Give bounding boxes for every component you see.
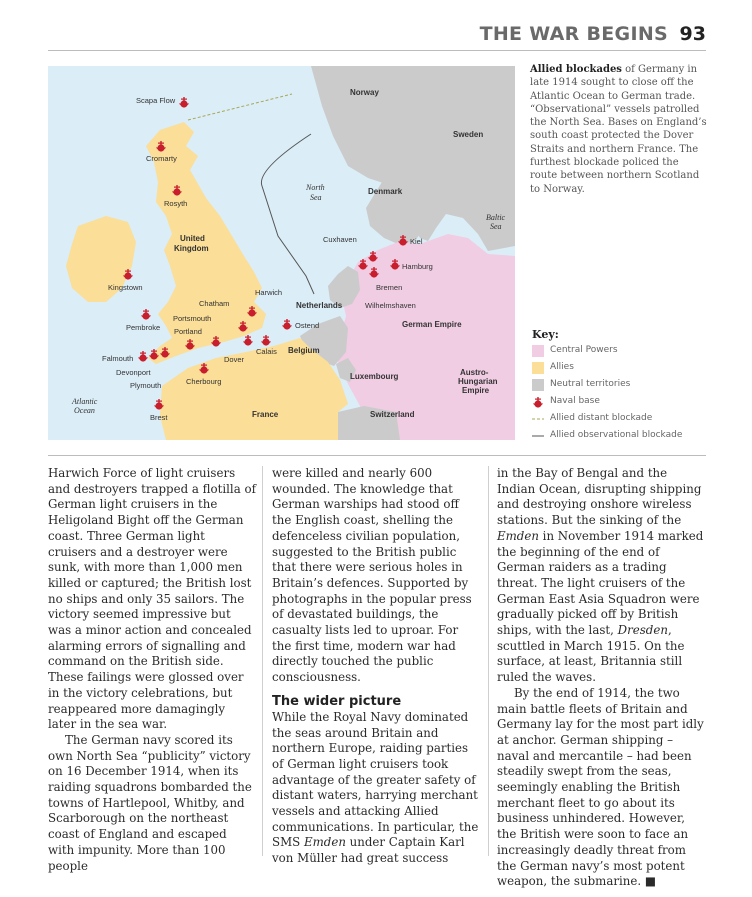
paragraph: By the end of 1914, the two main battle fleets of Britain and Germany lay for the most part idly at anchor. German shipping – naval and mercantile – had been steadily swept from the seas, seemingly enabling the British merchant fleet to go about its business unhindered. However, the British were soon to face an increasingly deadly threat from the German navy’s most potent weapon, the submarine. ■ [497, 685, 704, 889]
country-label-switzerland: Switzerland [370, 410, 415, 419]
map-caption [530, 63, 708, 196]
sea-label-sea: Sea [310, 193, 322, 202]
base-label-devonport: Devonport [116, 368, 151, 377]
caption-body: of Germany in late 1914 sought to close off the Atlantic Ocean to German trade. “Observational” vessels patrolled the North Sea. Bases on England’s south coast protected the Dover Straits and northern France. The furthest blockade policed the route between northern Scotland to Norway. [530, 64, 707, 195]
country-label-luxembourg: Luxembourg [350, 372, 399, 381]
end-mark: ■ [641, 874, 657, 889]
base-label-ostend: Ostend [295, 321, 320, 330]
central-powers-swatch [532, 345, 544, 357]
base-label-brest: Brest [150, 413, 168, 422]
country-label-german-empire: German Empire [402, 320, 462, 329]
base-label-bremen: Bremen [376, 283, 403, 292]
country-label-denmark: Denmark [368, 187, 403, 196]
country-label-france: France [252, 410, 279, 419]
dashed-line-icon [532, 413, 544, 425]
chapter-title: THE WAR BEGINS [479, 23, 668, 45]
base-label-cromarty: Cromarty [146, 154, 177, 163]
column-rule [488, 466, 489, 856]
sea-label-baltic: Baltic [486, 213, 506, 222]
sea-label-ocean: Ocean [74, 406, 95, 415]
section-divider [48, 455, 706, 456]
base-label-calais: Calais [256, 347, 277, 356]
base-label-pembroke: Pembroke [126, 323, 161, 332]
base-label-cherbourg: Cherbourg [186, 377, 222, 386]
sea-label-north: North [306, 183, 325, 192]
neutral-swatch [532, 379, 544, 391]
base-label-kingstown: Kingstown [108, 283, 143, 292]
text-column-2 [272, 466, 480, 867]
base-label-cuxhaven: Cuxhaven [323, 235, 357, 244]
base-label-portsmouth: Portsmouth [173, 314, 212, 323]
base-label-harwich: Harwich [255, 288, 283, 297]
base-label-falmouth: Falmouth [102, 354, 134, 363]
base-label-portland: Portland [174, 327, 202, 336]
running-header [48, 22, 706, 51]
base-label-chatham: Chatham [199, 299, 230, 308]
base-label-rosyth: Rosyth [164, 199, 188, 208]
page-number: 93 [679, 23, 706, 45]
paragraph: were killed and nearly 600 wounded. The knowledge that German warships had stood off the English coast, shelling the defenceless civilian population, suggested to the British public that there were serious holes in Britain’s defences. Supported by photographs in the popular press of devastated buildings, the casualty lists led to uproar. For the first time, modern war had directly touched the public consciousness. [272, 466, 472, 685]
base-label-wilhelmshaven: Wilhelmshaven [365, 301, 416, 310]
section-heading: The wider picture [272, 693, 402, 709]
country-label-hungarian: Hungarian [458, 377, 498, 386]
base-label-kiel: Kiel [410, 237, 423, 246]
sea-label-atlantic: Atlantic [72, 397, 98, 406]
solid-line-icon [532, 430, 544, 442]
country-label-sweden: Sweden [453, 130, 484, 139]
text-column-3 [497, 466, 705, 890]
country-label-empire: Empire [462, 386, 490, 395]
caption-lead: Allied blockades [530, 64, 622, 75]
country-label-norway: Norway [350, 88, 379, 97]
base-label-dover: Dover [224, 355, 245, 364]
allies-swatch [532, 362, 544, 374]
country-label-kingdom: Kingdom [174, 244, 209, 253]
naval-base-icon [532, 396, 544, 408]
country-label-austro: Austro- [460, 368, 489, 377]
paragraph: in the Bay of Bengal and the Indian Ocean, disrupting shipping and destroying onshore wireless stations. But the sinking of the Emden in November 1914 marked the beginning of the end of German raiders as a trading threat. The light cruisers of the German East Asia Squadron were gradually picked off by British ships, with the last, Dresden, scuttled in March 1915. On the surface, at least, Britannia still ruled the waves. [497, 466, 704, 685]
blockade-map [48, 66, 515, 440]
base-label-scapa: Scapa Flow [136, 96, 176, 105]
key-title: Key: [532, 328, 559, 341]
country-label-netherlands: Netherlands [296, 301, 343, 310]
sea-label-baltic-sea: Sea [490, 222, 502, 231]
base-label-hamburg: Hamburg [402, 262, 433, 271]
country-label-belgium: Belgium [288, 346, 320, 355]
country-label-united: United [180, 234, 205, 243]
column-rule [262, 466, 263, 856]
base-label-plymouth: Plymouth [130, 381, 162, 390]
paragraph: The German navy scored its own North Sea “publicity” victory on 16 December 1914, when its raiding squadrons bombarded the towns of Hartlepool, Whitby, and Scarborough on the northeast coast of England and escaped with impunity. More than 100 people [48, 732, 252, 873]
paragraph: Harwich Force of light cruisers and destroyers trapped a flotilla of German light cruisers in the Heligoland Bight off the German coast. Three German light cruisers and a destroyer were sunk, with more than 1,000 men killed or captured; the British lost no ships and only 35 sailors. The victory seemed impressive but was a minor action and concealed alarming errors of signalling and command on the British side. These failings were glossed over in the victory celebrations, but reappeared more damagingly later in the sea war. [48, 466, 256, 732]
text-column-1 [48, 466, 256, 874]
paragraph: While the Royal Navy dominated the seas around Britain and northern Europe, raiding parties of German light cruisers took advantage of the greater safety of distant waters, harrying merchant vessels and attacking Allied communications. In particular, the SMS Emden under Captain Karl von Müller had great success [272, 709, 479, 866]
